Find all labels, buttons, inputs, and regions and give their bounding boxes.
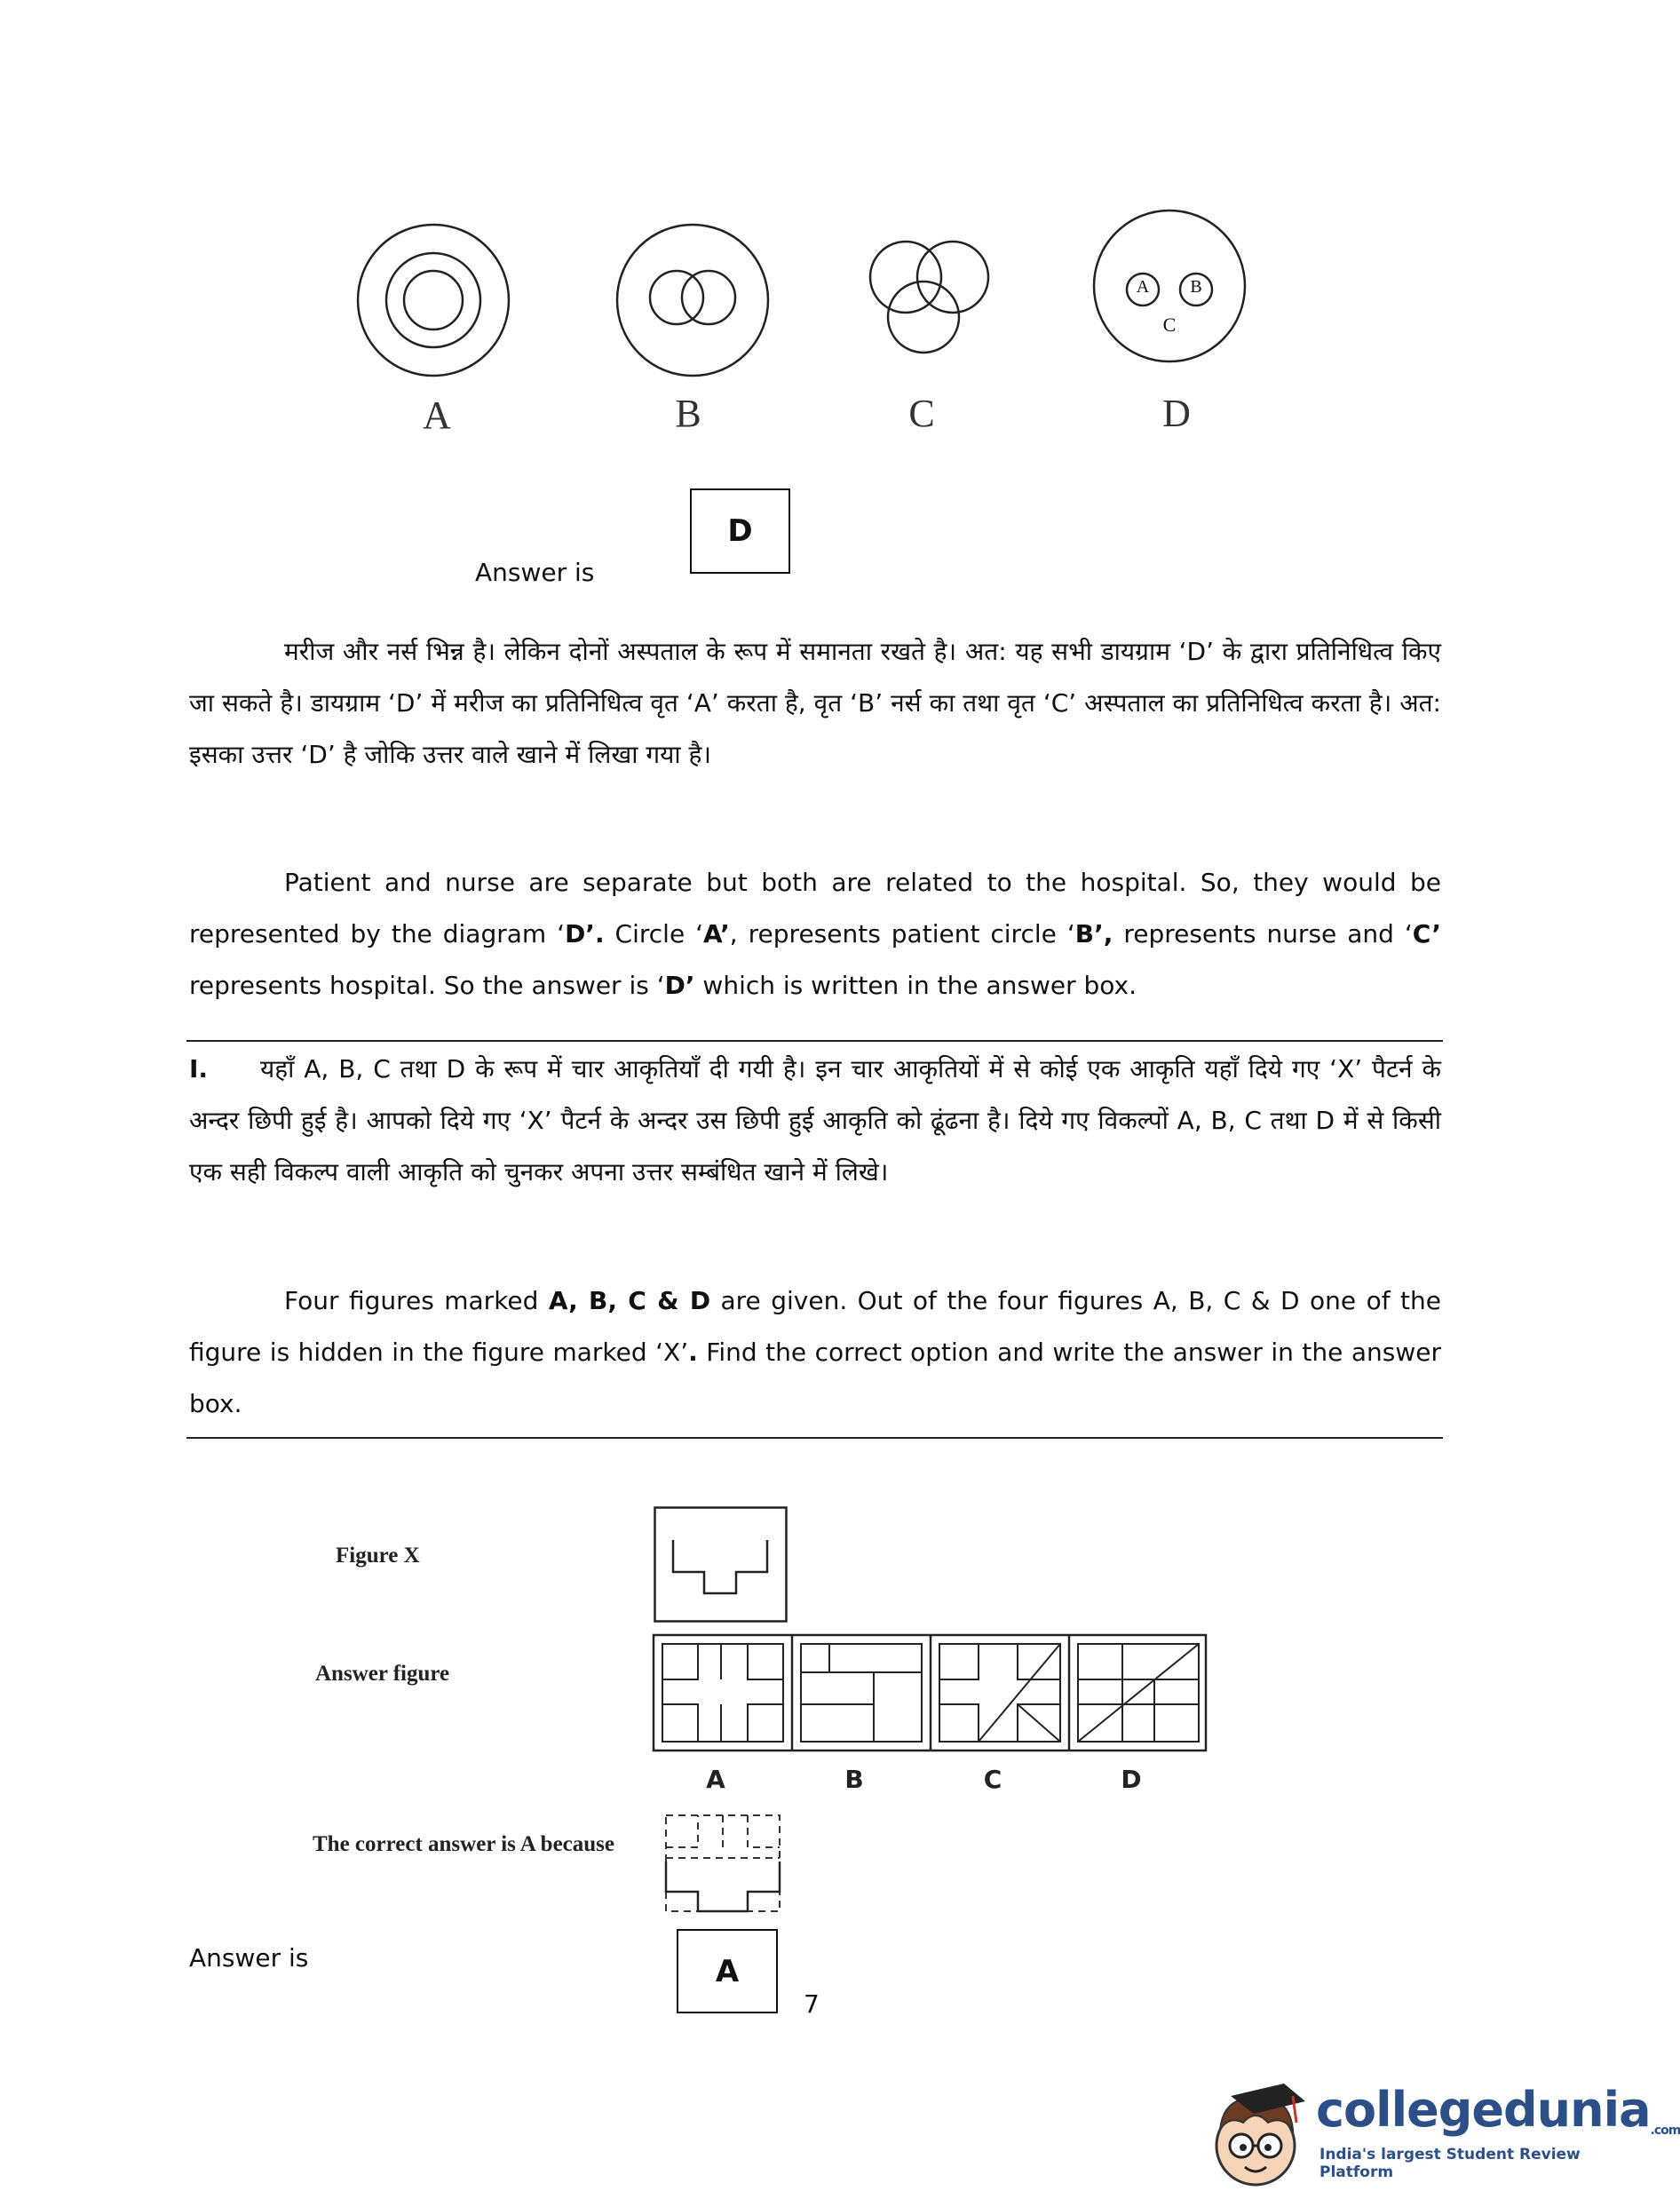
answer-2-box: A [677,1929,778,2013]
option-label-a: A [706,1765,725,1794]
sec-en-bold-1: A, B, C & D [548,1286,711,1315]
en-bold-1: D’. [565,919,605,949]
hindi-explanation [189,626,1441,781]
sec-en-text-1: Four figures marked [284,1286,549,1315]
en-text-5: represents hospital. So the answer is ‘ [189,971,665,1000]
section-bottom-rule [186,1437,1443,1439]
mascot-logo-icon [1204,2076,1311,2192]
explanation-figure [662,1812,787,1917]
figure-x [654,1506,788,1623]
sec-en-bold-2: . [688,1338,698,1367]
section-top-rule [186,1040,1443,1042]
english-explanation [189,857,1441,1012]
answer-1-label: Answer is [475,558,595,587]
en-text-3: , represents patient circle ‘ [729,919,1075,949]
option-b-figure [801,1644,922,1742]
venn-figure-b [617,225,768,376]
en-text-4: represents nurse and ‘ [1113,919,1413,949]
option-d-figure [1078,1644,1199,1742]
venn-d-inner-label-c: C [1162,314,1177,336]
venn-label-d: D [1162,392,1191,435]
answer-2-label: Answer is [189,1943,309,1973]
venn-figure-c [870,242,988,353]
venn-d-inner-label-a: A [1136,277,1150,297]
section-i-hindi [189,1044,1441,1198]
venn-label-a: A [423,393,451,437]
en-bold-2: A’ [703,919,730,949]
en-text-6: which is written in the answer box. [694,971,1137,1000]
en-text-2: Circle ‘ [604,919,704,949]
answer-figures [652,1633,1209,1756]
section-i-hindi-text: यहाँ A, B, C तथा D के रूप में चार आकृतियाँ दी गयी है। इन चार आकृतियों में से कोई एक आकृति यहाँ दिये गए ‘X’ पैटर्न के अन्दर छिपी हुई है। आपको दिये गए ‘X’ पैटर्न के अन्दर उस छिपी हुई आकृति को ढूंढना है। दिये गए विकल्पों A, B, C तथा D में से किसी एक सही विकल्प वाली आकृति को चुनकर अपना उत्तर सम्बंधित खाने में लिखे। [189,1054,1441,1187]
option-label-d: D [1121,1765,1142,1794]
hindi-explanation-text: मरीज और नर्स भिन्न है। लेकिन दोनों अस्पताल के रूप में समानता रखते है। अत: यह सभी डायग्राम ‘D’ के द्वारा प्रतिनिधित्व किए जा सकते है। डायग्राम ‘D’ में मरीज का प्रतिनिधित्व वृत ‘A’ करता है, वृत ‘B’ नर्स का तथा वृत ‘C’ अस्पताल का प्रतिनिधित्व करता है। अत: इसका उत्तर ‘D’ है जोकि उत्तर वाले खाने में लिखा गया है। [189,637,1441,769]
answer-1-box: D [690,488,790,574]
venn-d-inner-label-b: B [1190,277,1202,297]
figure-x-label: Figure X [336,1544,420,1568]
en-text-1: Patient and nurse are separate but both are related to the hospital. So, they would be represented by the diagram ‘ [189,868,1441,949]
option-c-figure [939,1644,1060,1742]
sec-en-text-2: are given. Out of the four figures A, B, C & D one of the figure is hidden in the figure marked ‘X’ [189,1286,1441,1367]
en-bold-5: D’ [664,971,695,1000]
en-bold-4: C’ [1412,919,1441,949]
venn-figure-a [358,225,509,376]
en-bold-3: B’, [1074,919,1113,949]
venn-label-c: C [908,392,935,435]
option-label-c: C [983,1765,1002,1794]
brand-tagline: India's largest Student Review Platform [1319,2146,1581,2181]
venn-label-b: B [675,392,701,435]
explanation-label: The correct answer is A because [313,1832,615,1856]
answer-figure-label: Answer figure [315,1662,450,1686]
section-i-english [189,1275,1441,1430]
venn-figure-d [1094,210,1245,361]
brand-name-text: collegedunia [1316,2082,1651,2138]
page-number: 7 [804,1989,820,2019]
section-i-marker: I. [189,1054,209,1084]
venn-figures [337,213,1261,391]
brand-name [1316,2082,1680,2138]
option-a-figure [662,1644,783,1742]
brand-suffix: .com [1650,2124,1680,2138]
sec-en-text-3: Find the correct option and write the answer in the answer box. [189,1338,1441,1418]
option-label-b: B [844,1765,864,1794]
